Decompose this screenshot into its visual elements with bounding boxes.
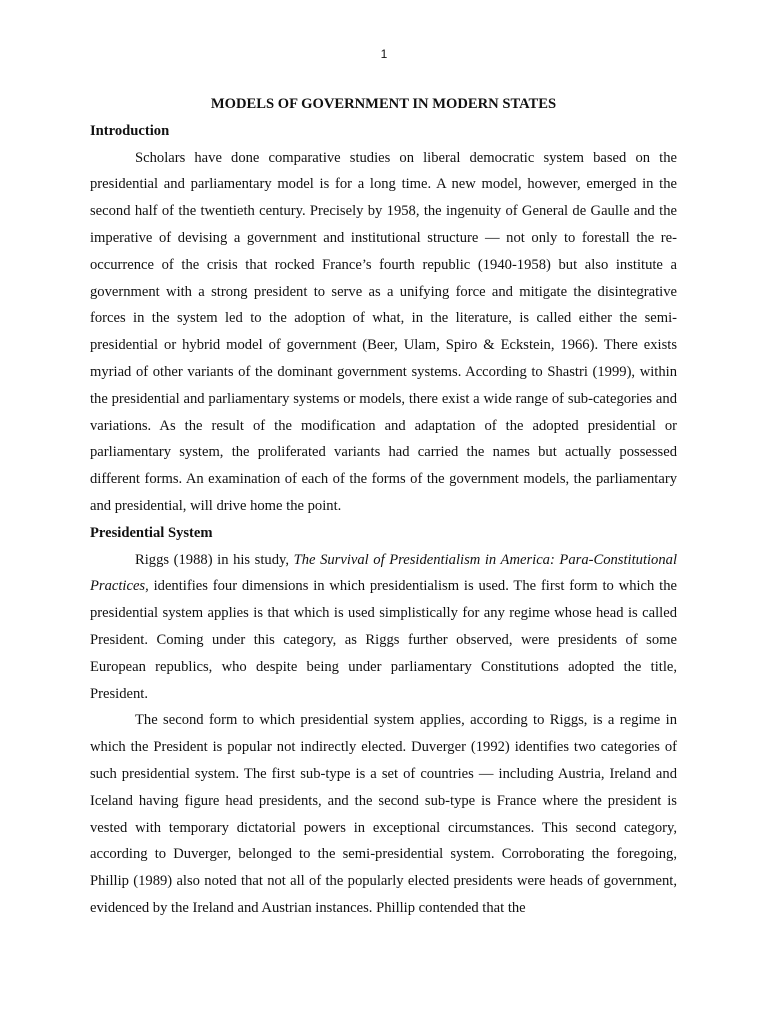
page-number: 1	[380, 47, 388, 61]
paragraph-riggs-study	[90, 547, 677, 708]
paragraph-second-form: The second form to which presidential system applies, according to Riggs, is a regime in which the President is popular not indirectly elected. Duverger (1992) identifies two categories of such presidential system. The first sub-type is a set of countries — including Austria, Ireland and Iceland having figure head presidents, and the second sub-type is France where the president is vested with temporary dictatorial powers in exceptional circumstances. This second category, according to Duverger, belonged to the semi-presidential system. Corroborating the foregoing, Phillip (1989) also noted that not all of the popularly elected presidents were heads of government, evidenced by the Ireland and Austrian instances. Phillip contended that the	[90, 712, 677, 916]
riggs-text-after: , identifies four dimensions in which presidentialism is used. The first form to which the presidential system applies is that which is used simplistically for any regime whose head is called President. Coming under this category, as Riggs further observed, were presidents of some European republics, who despite being under parliamentary Constitutions adopted the title, President.	[90, 578, 677, 702]
document-body	[90, 91, 677, 922]
document-title: MODELS OF GOVERNMENT IN MODERN STATES	[210, 96, 557, 112]
heading-presidential-system: Presidential System	[90, 524, 213, 541]
riggs-book-title: The Survival of Presidentialism in America: Para-Constitutional Practices	[90, 551, 677, 595]
paragraph-introduction: Scholars have done comparative studies on liberal democratic system based on the presidential and parliamentary model is for a long time. A new model, however, emerged in the second half of the twentieth century. Precisely by 1958, the ingenuity of General de Gaulle and the imperative of devising a government and institutional structure — not only to forestall the re-occurrence of the crisis that rocked France’s fourth republic (1940-1958) but also institute a government with a strong president to serve as a unifying force and mitigate the disintegrative forces in the system led to the adoption of what, in the literature, is called either the semi-presidential or hybrid model of government (Beer, Ulam, Spiro & Eckstein, 1966). There exists myriad of other variants of the dominant government systems. According to Shastri (1999), within the presidential and parliamentary systems or models, there exist a wide range of sub-categories and variations. As the result of the modification and adaptation of the adopted presidential or parliamentary system, the proliferated variants had carried the names but actually possessed different forms. An examination of each of the forms of the government models, the parliamentary and presidential, will drive home the point.	[90, 149, 677, 514]
riggs-text-before: Riggs (1988) in his study,	[135, 551, 294, 568]
heading-introduction: Introduction	[90, 122, 170, 139]
